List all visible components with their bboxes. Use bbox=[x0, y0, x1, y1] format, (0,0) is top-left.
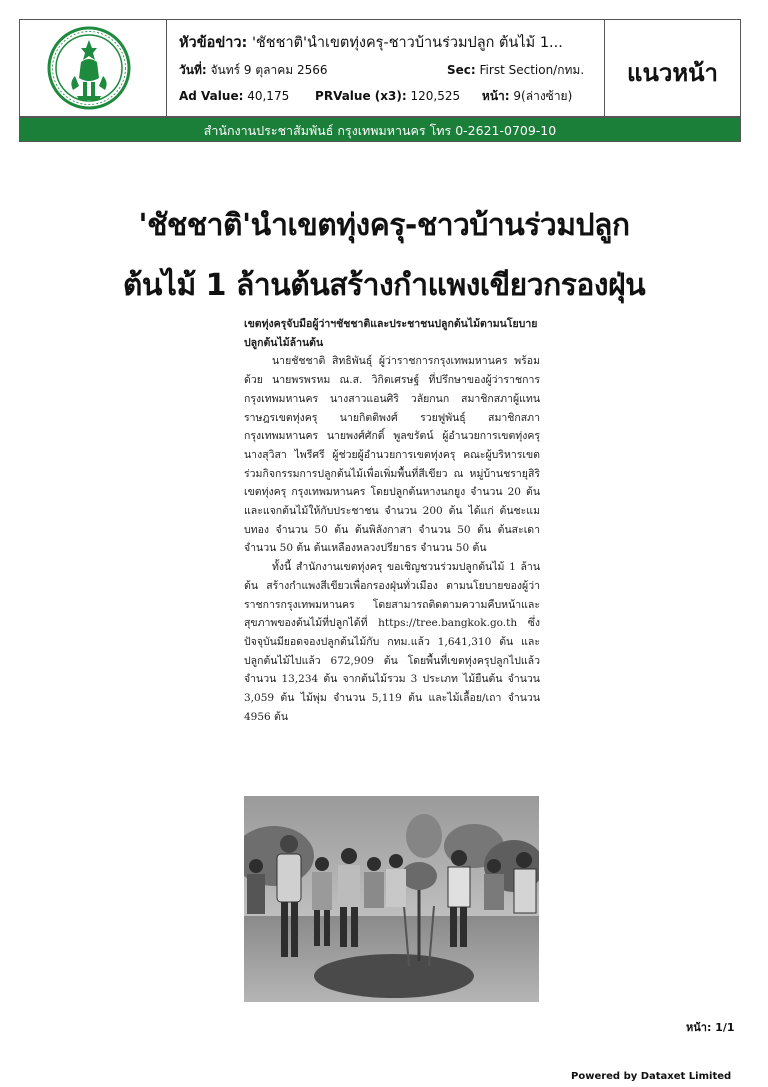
pr-value: 120,525 bbox=[410, 89, 461, 103]
article-lede: เขตทุ่งครุจับมือผู้ว่าฯชัชชาติและประชาชนปลูกต้นไม้ตามนโยบายปลูกต้นไม้ล้านต้น bbox=[244, 318, 538, 349]
date-text: จันทร์ 9 ตุลาคม 2566 bbox=[210, 63, 328, 77]
ad-value: 40,175 bbox=[247, 89, 290, 103]
category-cell bbox=[605, 20, 740, 116]
page-label: หน้า: bbox=[481, 89, 510, 103]
section-label: Sec: bbox=[447, 63, 476, 77]
page-value: 9(ล่างซ้าย) bbox=[513, 89, 573, 103]
date-label: วันที่: bbox=[179, 63, 207, 77]
headline-text: 'ชัชชาติ'นำเขตทุ่งครุ-ชาวบ้านร่วมปลูก ต้นไม้ 1... bbox=[251, 35, 563, 51]
clipping-header bbox=[19, 19, 741, 117]
section-info bbox=[447, 61, 584, 80]
pr-value-label: PRValue (x3): bbox=[315, 89, 407, 103]
date-row bbox=[179, 61, 599, 80]
article-body bbox=[244, 315, 540, 726]
section-text: First Section/กทม. bbox=[479, 63, 585, 77]
article-paragraph-2: ทั้งนี้ สำนักงานเขตทุ่งครุ ขอเชิญชวนร่วมปลูกต้นไม้ 1 ล้านต้น สร้างกำแพงสีเขียวเพื่อกรองฝุ่นทั่วเมือง ตามนโยบายของผู้ว่าราชการกรุงเทพมหานคร โดยสามารถติดตามความคืบหน้าและสุขภาพของต้นไม้ที่ปลูกได้ที่ https://tree.bangkok.go.th ซึ่งปัจจุบันมียอดจองปลูกต้นไม้กับ กทม.แล้ว 1,641,310 ต้น และปลูกต้นไม้ไปแล้ว 672,909 ต้น โดยพื้นที่เขตทุ่งครุปลูกไปแล้ว จำนวน 13,234 ต้น จากต้นไม้รวม 3 ประเภท ไม้ยืนต้น จำนวน 3,059 ต้น ไม้พุ่ม จำนวน 5,119 ต้น และไม้เลื้อย/เถา จำนวน 4956 ต้น bbox=[244, 561, 540, 723]
powered-by: Powered by Dataxet Limited bbox=[571, 1071, 732, 1082]
headline-label: หัวข้อข่าว: bbox=[179, 35, 248, 51]
ad-value-label: Ad Value: bbox=[179, 89, 244, 103]
newspaper-name: แนวหน้า bbox=[626, 59, 719, 87]
headline-row bbox=[179, 31, 563, 54]
page-indicator: หน้า: 1/1 bbox=[686, 1021, 735, 1034]
value-row bbox=[179, 87, 572, 106]
article-paragraph-1: นายชัชชาติ สิทธิพันธุ์ ผู้ว่าราชการกรุงเทพมหานคร พร้อมด้วย นายพรพรหม ณ.ส. วิกิตเศรษฐ์ ที่ปรึกษาของผู้ว่าราชการกรุงเทพมหานคร นางสาวแอนศิริ วลัยกนก สมาชิกสภาผู้แทนราษฎรเขตทุ่งครุ นายกิตติพงศ์ รวยฟูพันธุ์ สมาชิกสภากรุงเทพมหานคร นายพงศ์ศักดิ์ พูลขรัตน์ ผู้อำนวยการเขตทุ่งครุ นางสุวิสา ไพรีศรี ผู้ช่วยผู้อำนวยการเขตทุ่งครุ คณะผู้บริหารเขต ร่วมกิจกรรมการปลูกต้นไม้เพื่อเพิ่มพื้นที่สีเขียว ณ หมู่บ้านชรายุสิริ เขตทุ่งครุ กรุงเทพมหานคร โดยปลูกต้นหางนกยูง จำนวน 20 ต้น และแจกต้นไม้ให้กับประชาชน จำนวน 200 ต้น ได้แก่ ต้นชะแมบทอง จำนวน 50 ต้น ต้นพิลังกาสา จำนวน 50 ต้น ต้นสะเดา จำนวน 50 ต้น ต้นเหลืองหลวงปรียาธร จำนวน 50 ต้น bbox=[244, 355, 540, 555]
bangkok-seal-logo bbox=[47, 26, 131, 110]
tree-planting-photo bbox=[244, 796, 539, 1002]
contact-bar: สำนักงานประชาสัมพันธ์ กรุงเทพมหานคร โทร 0-2621-0709-10 bbox=[19, 117, 741, 142]
article-title-line-2: ต้นไม้ 1 ล้านต้นสร้างกำแพงเขียวกรองฝุ่น bbox=[122, 268, 646, 303]
logo-cell bbox=[20, 20, 167, 116]
clipping-info bbox=[167, 20, 605, 116]
article-title-line-1: 'ชัชชาติ'นำเขตทุ่งครุ-ชาวบ้านร่วมปลูก bbox=[138, 208, 630, 243]
